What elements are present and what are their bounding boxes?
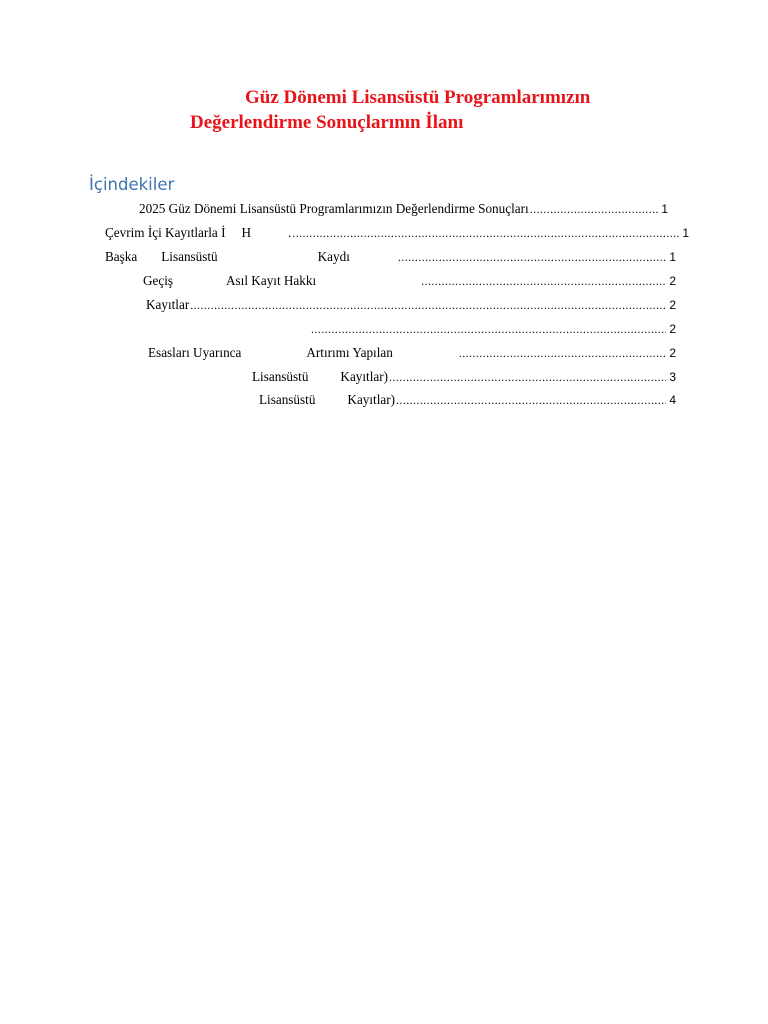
toc-entry-1[interactable] xyxy=(139,201,668,217)
toc-page-number: 4 xyxy=(669,393,676,407)
toc-page-number: 1 xyxy=(661,202,668,216)
toc-entry-7[interactable] xyxy=(148,345,676,361)
toc-entry-text: Lisansüstü xyxy=(259,392,316,407)
toc-entry-text: Çevrim İçi Kayıtlarla İ xyxy=(105,225,226,240)
toc-entry-8[interactable] xyxy=(252,369,676,385)
toc-dot-leader xyxy=(396,392,666,408)
toc-entry-text: Lisansüstü xyxy=(252,369,309,384)
toc-page-number: 1 xyxy=(682,226,689,240)
toc-entry-text: Kayıtlar xyxy=(146,297,190,312)
toc-entry-text: Geçiş xyxy=(143,273,174,288)
toc-entry-5[interactable] xyxy=(146,297,676,313)
toc-entry-4[interactable] xyxy=(143,273,676,289)
toc-entry-text: Kayıtlar) xyxy=(347,392,396,407)
toc-dot-leader xyxy=(292,225,679,241)
toc-entry-text: Başka xyxy=(105,249,138,264)
toc-entry-text: . xyxy=(288,225,292,240)
toc-entry-text: 2025 Güz Dönemi Lisansüstü Programlarımızın Değerlendirme Sonuçları xyxy=(139,201,529,216)
toc-entry-3[interactable] xyxy=(105,249,676,265)
toc-dot-leader xyxy=(311,321,666,337)
toc-dot-leader xyxy=(398,249,666,265)
toc-entry-text: Artırımı Yapılan xyxy=(306,345,393,360)
toc-heading: İçindekiler xyxy=(89,175,175,194)
toc-entry-text: H xyxy=(241,225,252,240)
toc-page-number: 1 xyxy=(669,250,676,264)
toc-entry-text: Asıl Kayıt Hakkı xyxy=(226,273,317,288)
toc-entry-text: Kaydı xyxy=(317,249,350,264)
toc-page-number: 2 xyxy=(669,322,676,336)
toc-entry-text: Esasları Uyarınca xyxy=(148,345,242,360)
toc-dot-leader xyxy=(421,273,666,289)
toc-entry-9[interactable] xyxy=(259,392,676,408)
toc-dot-leader xyxy=(530,201,659,217)
toc-dot-leader xyxy=(459,345,666,361)
toc-entry-2[interactable] xyxy=(105,225,689,241)
toc-entry-text: Kayıtlar) xyxy=(340,369,389,384)
toc-page-number: 2 xyxy=(669,346,676,360)
toc-dot-leader xyxy=(389,369,666,385)
document-title-line-1: Güz Dönemi Lisansüstü Programlarımızın xyxy=(245,87,591,108)
toc-entry-text: Lisansüstü xyxy=(161,249,218,264)
toc-page-number: 3 xyxy=(669,370,676,384)
toc-entry-6[interactable] xyxy=(310,321,676,337)
toc-page-number: 2 xyxy=(669,298,676,312)
toc-page-number: 2 xyxy=(669,274,676,288)
document-title-line-2: Değerlendirme Sonuçlarının İlanı xyxy=(190,112,464,133)
toc-dot-leader xyxy=(190,297,666,313)
